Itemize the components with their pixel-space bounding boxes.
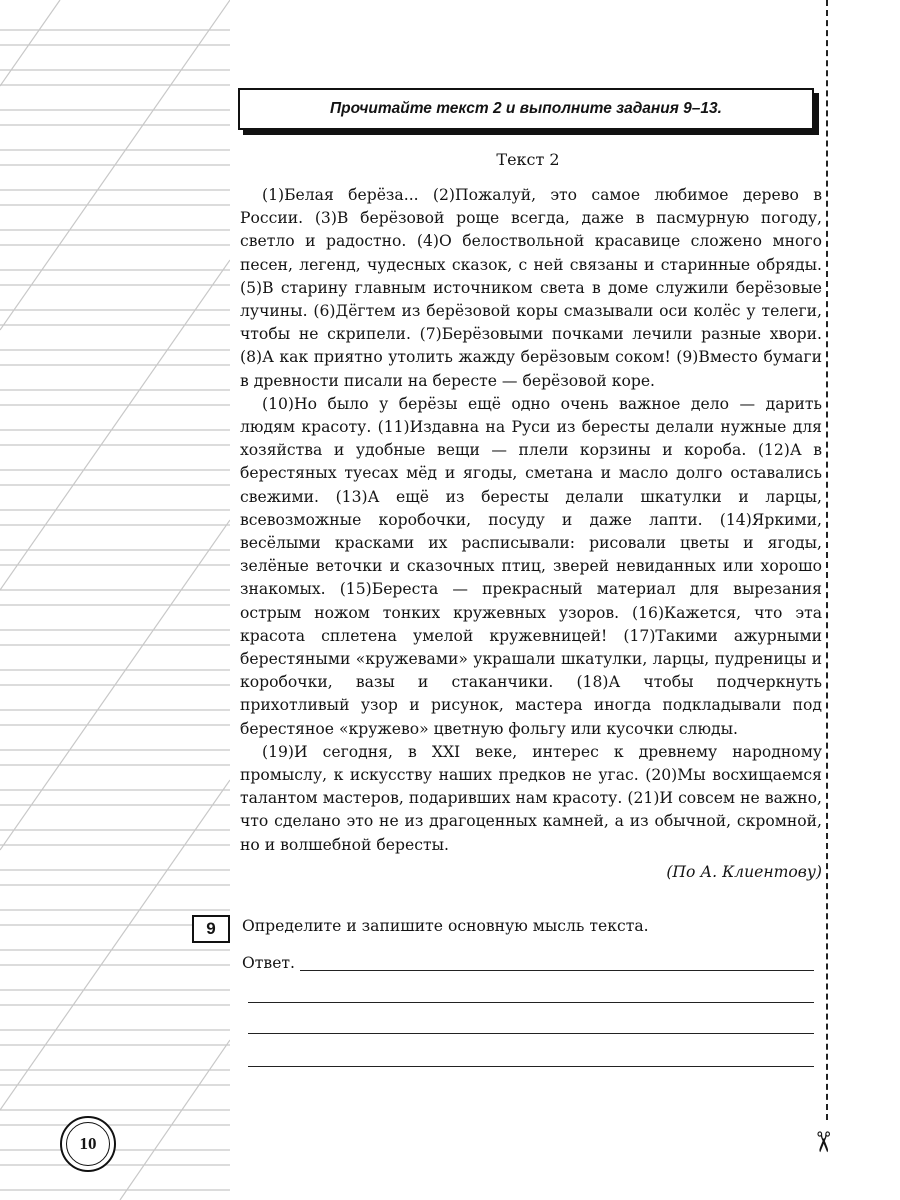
page-number bbox=[60, 1116, 116, 1172]
answer-line[interactable] bbox=[300, 970, 814, 971]
scissors-icon: ✂ bbox=[806, 1130, 840, 1154]
page-number-text: 10 bbox=[79, 1134, 97, 1153]
cut-line bbox=[826, 0, 828, 1120]
instruction-header bbox=[238, 88, 814, 130]
answer-line[interactable] bbox=[248, 1033, 814, 1034]
text-title: Текст 2 bbox=[496, 150, 560, 169]
reading-text bbox=[240, 184, 822, 884]
answer-line[interactable] bbox=[248, 1002, 814, 1003]
paragraph-1: (1)Белая берёза... (2)Пожалуй, это самое любимое дерево в России. (3)В берёзовой роще всегда, даже в пасмурную погоду, светло и радостно. (4)О белоствольной красавице сложено много песен, легенд, чудесных сказок, с ней связаны и старинные обряды. (5)В старину главным источником света в доме служили берёзовые лучины. (6)Дёгтем из берёзовой коры смазывали оси колёс у телеги, чтобы не скрипели. (7)Берёзовыми почками лечили разные хвори. (8)А как приятно утолить жажду берёзовым соком! (9)Вместо бумаги в древности писали на бересте — берёзовой коре. bbox=[240, 186, 822, 390]
task-question: Определите и запишите основную мысль текста. bbox=[242, 917, 649, 935]
answer-line[interactable] bbox=[248, 1066, 814, 1067]
answer-label: Ответ. bbox=[242, 954, 296, 972]
task-number-badge: 9 bbox=[192, 915, 230, 943]
paragraph-3: (19)И сегодня, в XXI веке, интерес к древнему народному промыслу, к искусству наших предков не угас. (20)Мы восхищаемся талантом мастеров, подаривших нам красоту. (21)И совсем не важно, что сделано это не из драгоценных камней, а из обычной, скромной, но и волшебной бересты. bbox=[240, 742, 822, 854]
instruction-text: Прочитайте текст 2 и выполните задания 9–13. bbox=[330, 100, 722, 117]
margin-ruled-lines bbox=[0, 0, 230, 1200]
text-source: (По А. Клиентову) bbox=[666, 862, 822, 881]
paragraph-2: (10)Но было у берёзы ещё одно очень важное дело — дарить людям красоту. (11)Издавна на Руси из бересты делали нужные для хозяйства и удобные вещи — плели корзины и короба. (12)А в берестяных туесах мёд и ягоды, сметана и масло долго оставались свежими. (13)А ещё из бересты делали шкатулки и ларцы, всевозможные коробочки, посуду и даже лапти. (14)Яркими, весёлыми красками их расписывали: рисовали цветы и ягоды, зелёные веточки и сказочных птиц, зверей невиданных или хорошо знакомых. (15)Береста — прекрасный материал для вырезания острым ножом тонких кружевных узоров. (16)Кажется, что эта красота сплетена умелой кружевницей! (17)Такими ажурными берестяными «кружевами» украшали шкатулки, ларцы, пудреницы и коробочки, вазы и стаканчики. (18)А чтобы подчеркнуть прихотливый узор и рисунок, мастера иногда подкладывали под берестяное «кружево» цветную фольгу или кусочки слюды. bbox=[240, 394, 822, 738]
